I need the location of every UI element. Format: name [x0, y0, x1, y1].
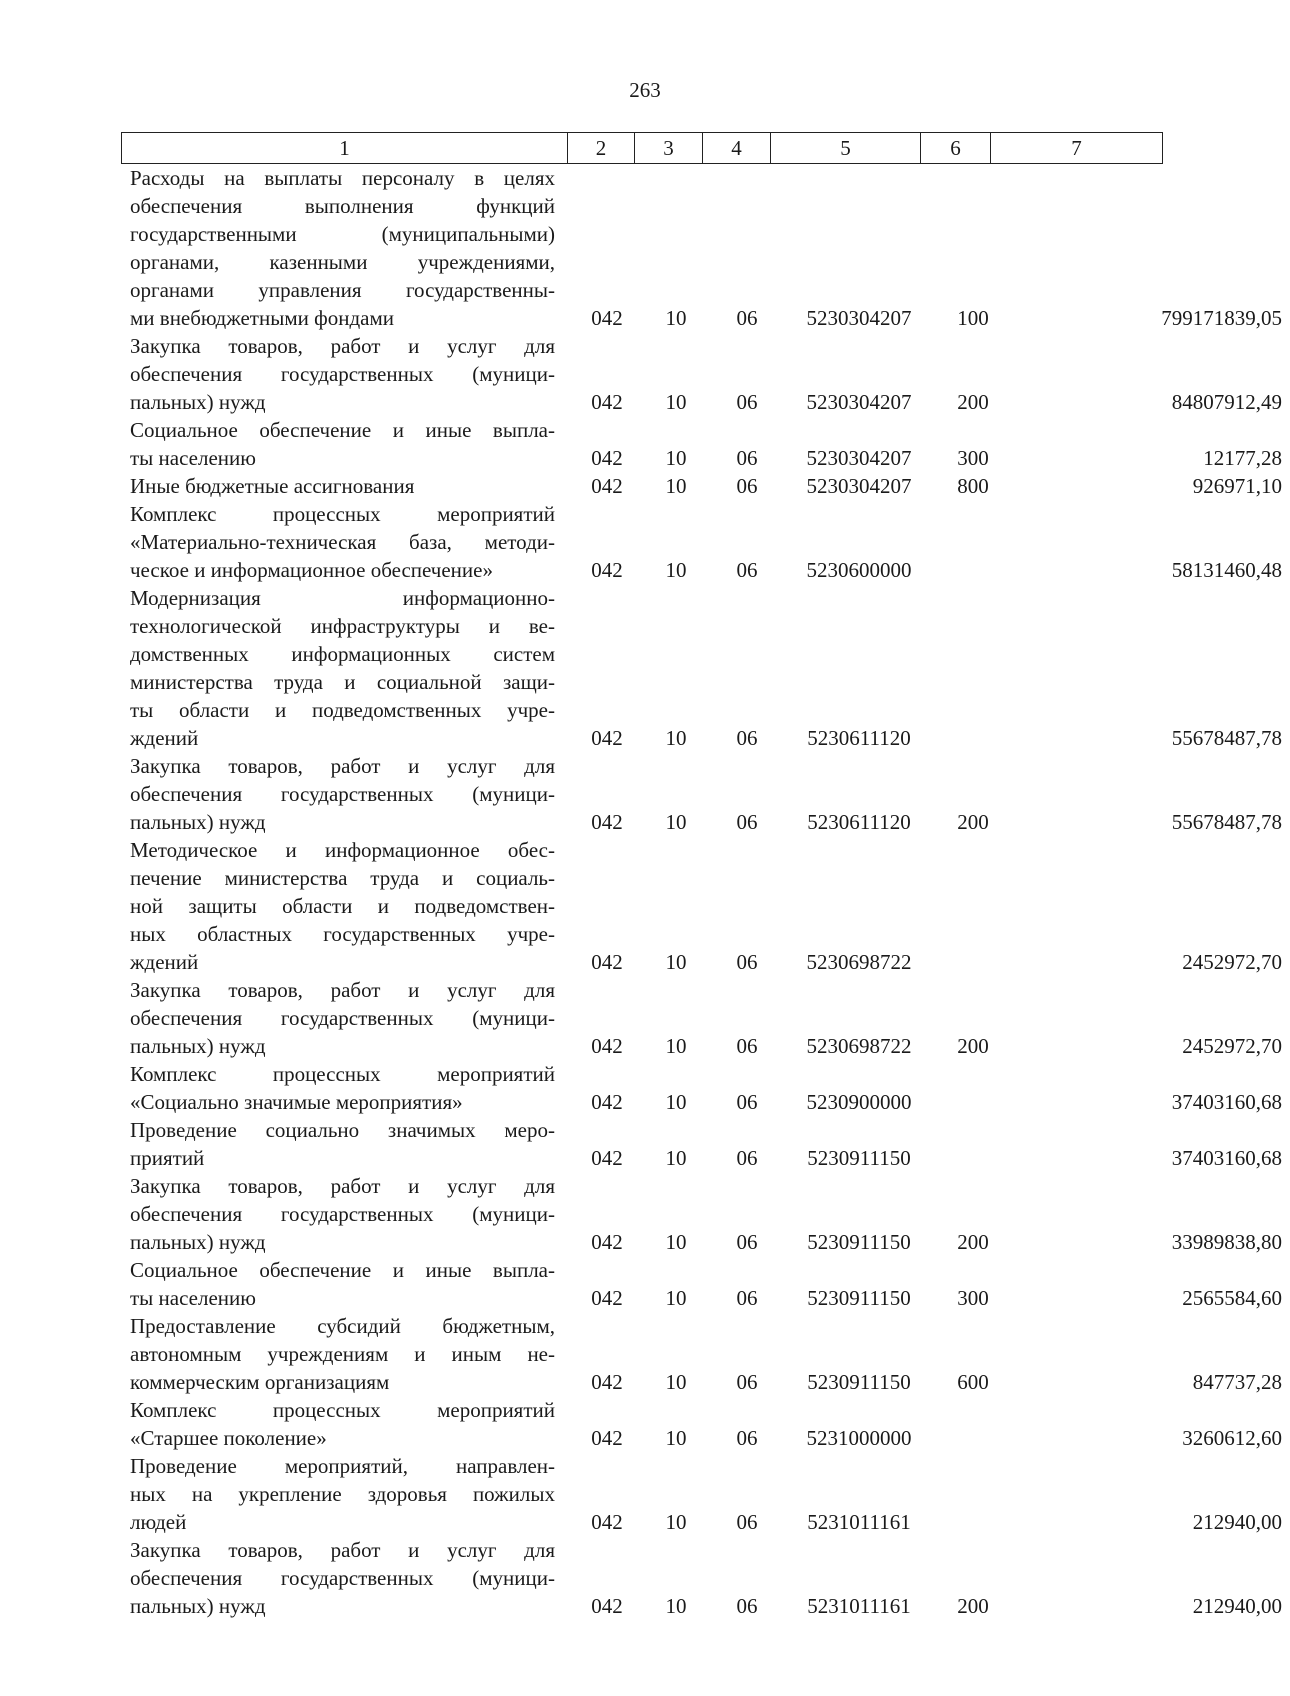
row-codes [130, 304, 1282, 332]
amount: 37403160,68 [1171, 1146, 1282, 1170]
description-line: государственными (муниципальными) [130, 222, 555, 246]
ministry-code: 042 [591, 306, 623, 330]
header-col-4: 4 [703, 133, 771, 164]
target-article-code: 5230698722 [806, 950, 912, 974]
section-code: 10 [665, 306, 687, 330]
description-line: Закупка товаров, работ и услуг для [130, 1174, 555, 1198]
ministry-code: 042 [591, 1146, 623, 1170]
ministry-code: 042 [591, 446, 623, 470]
table-row [130, 500, 1282, 584]
expense-type-code: 200 [957, 810, 989, 834]
description-line: обеспечения государственных (муници- [130, 1006, 555, 1030]
amount: 926971,10 [1192, 474, 1282, 498]
description-line: «Социально значимые мероприятия» [130, 1090, 463, 1114]
section-code: 10 [665, 810, 687, 834]
target-article-code: 5230611120 [807, 810, 911, 834]
subsection-code: 06 [736, 1594, 758, 1618]
description-line: Закупка товаров, работ и услуг для [130, 1538, 555, 1562]
header-col-3: 3 [635, 133, 703, 164]
ministry-code: 042 [591, 1510, 623, 1534]
section-code: 10 [665, 950, 687, 974]
description-line: Проведение социально значимых меро- [130, 1118, 555, 1142]
ministry-code: 042 [591, 1034, 623, 1058]
expense-type-code: 800 [957, 474, 989, 498]
row-codes [130, 948, 1282, 976]
section-code: 10 [665, 1370, 687, 1394]
amount: 55678487,78 [1171, 726, 1282, 750]
page-number: 263 [629, 78, 661, 102]
section-code: 10 [665, 474, 687, 498]
expense-type-code: 200 [957, 1034, 989, 1058]
subsection-code: 06 [736, 810, 758, 834]
target-article-code: 5230600000 [806, 558, 912, 582]
expense-type-code: 300 [957, 446, 989, 470]
amount: 12177,28 [1203, 446, 1282, 470]
table-row [130, 1396, 1282, 1452]
ministry-code: 042 [591, 1286, 623, 1310]
target-article-code: 5230698722 [806, 1034, 912, 1058]
row-codes [130, 1284, 1282, 1312]
table-row [130, 1116, 1282, 1172]
target-article-code: 5231011161 [807, 1594, 911, 1618]
table-row [130, 416, 1282, 472]
description-line: ческое и информационное обеспечение» [130, 558, 493, 582]
target-article-code: 5231000000 [806, 1426, 912, 1450]
table-row [130, 976, 1282, 1060]
ministry-code: 042 [591, 1594, 623, 1618]
description-line: пальных) нужд [130, 390, 266, 414]
table-row [130, 332, 1282, 416]
amount: 2565584,60 [1182, 1286, 1282, 1310]
header-row [122, 133, 1163, 164]
ministry-code: 042 [591, 1090, 623, 1114]
target-article-code: 5230304207 [806, 474, 912, 498]
header-col-1: 1 [122, 133, 568, 164]
header-col-5: 5 [771, 133, 921, 164]
row-codes [130, 1088, 1282, 1116]
row-codes [130, 1228, 1282, 1256]
description-line: автономным учреждениям и иным не- [130, 1342, 555, 1366]
amount: 84807912,49 [1171, 390, 1282, 414]
section-code: 10 [665, 1426, 687, 1450]
subsection-code: 06 [736, 1090, 758, 1114]
row-codes [130, 1368, 1282, 1396]
row-codes [130, 1508, 1282, 1536]
description-line: ждений [130, 726, 199, 750]
header-col-6: 6 [921, 133, 991, 164]
description-line: ной защиты области и подведомствен- [130, 894, 555, 918]
description-line: Расходы на выплаты персоналу в целях [130, 166, 555, 190]
amount: 212940,00 [1192, 1594, 1282, 1618]
description-line: Закупка товаров, работ и услуг для [130, 334, 555, 358]
description-line: коммерческим организациям [130, 1370, 390, 1394]
subsection-code: 06 [736, 1230, 758, 1254]
section-code: 10 [665, 390, 687, 414]
expense-type-code: 200 [957, 390, 989, 414]
target-article-code: 5230304207 [806, 390, 912, 414]
description-line: Закупка товаров, работ и услуг для [130, 754, 555, 778]
subsection-code: 06 [736, 1370, 758, 1394]
description-line: ты населению [130, 446, 256, 470]
target-article-code: 5230911150 [807, 1286, 911, 1310]
description-line: технологической инфраструктуры и ве- [130, 614, 555, 638]
row-codes [130, 556, 1282, 584]
expense-type-code: 200 [957, 1230, 989, 1254]
amount: 58131460,48 [1171, 558, 1282, 582]
description-line: пальных) нужд [130, 1230, 266, 1254]
row-codes [130, 444, 1282, 472]
table-row [130, 1536, 1282, 1620]
subsection-code: 06 [736, 390, 758, 414]
row-codes [130, 724, 1282, 752]
ministry-code: 042 [591, 950, 623, 974]
description-line: министерства труда и социальной защи- [130, 670, 555, 694]
table-row [130, 1172, 1282, 1256]
description-line: приятий [130, 1146, 205, 1170]
table-row [130, 836, 1282, 976]
amount: 212940,00 [1192, 1510, 1282, 1534]
target-article-code: 5230304207 [806, 306, 912, 330]
section-code: 10 [665, 446, 687, 470]
description-line: «Старшее поколение» [130, 1426, 327, 1450]
target-article-code: 5230611120 [807, 726, 911, 750]
section-code: 10 [665, 558, 687, 582]
description-line: Социальное обеспечение и иные выпла- [130, 1258, 555, 1282]
section-code: 10 [665, 726, 687, 750]
amount: 3260612,60 [1182, 1426, 1282, 1450]
description-line: Методическое и информационное обес- [130, 838, 555, 862]
table-row [130, 1312, 1282, 1396]
row-codes [130, 472, 1282, 500]
amount: 2452972,70 [1182, 1034, 1282, 1058]
description-line: обеспечения государственных (муници- [130, 1566, 555, 1590]
amount: 2452972,70 [1182, 950, 1282, 974]
section-code: 10 [665, 1230, 687, 1254]
row-codes [130, 1144, 1282, 1172]
description-line: обеспечения государственных (муници- [130, 1202, 555, 1226]
target-article-code: 5230304207 [806, 446, 912, 470]
target-article-code: 5230911150 [807, 1370, 911, 1394]
description-line: ты населению [130, 1286, 256, 1310]
target-article-code: 5231011161 [807, 1510, 911, 1534]
description-line: ты области и подведомственных учре- [130, 698, 555, 722]
description-line: Комплекс процессных мероприятий [130, 1398, 555, 1422]
table-body [130, 164, 1282, 1620]
section-code: 10 [665, 1286, 687, 1310]
ministry-code: 042 [591, 1370, 623, 1394]
description-line: Иные бюджетные ассигнования [130, 474, 415, 498]
subsection-code: 06 [736, 474, 758, 498]
ministry-code: 042 [591, 810, 623, 834]
section-code: 10 [665, 1034, 687, 1058]
section-code: 10 [665, 1594, 687, 1618]
subsection-code: 06 [736, 558, 758, 582]
header-col-2: 2 [568, 133, 635, 164]
header-col-7: 7 [991, 133, 1163, 164]
description-line: обеспечения государственных (муници- [130, 362, 555, 386]
description-line: людей [130, 1510, 187, 1534]
table-header [121, 132, 1163, 164]
description-line: Комплекс процессных мероприятий [130, 1062, 555, 1086]
expense-type-code: 300 [957, 1286, 989, 1310]
subsection-code: 06 [736, 306, 758, 330]
subsection-code: 06 [736, 950, 758, 974]
expense-type-code: 600 [957, 1370, 989, 1394]
description-line: печение министерства труда и социаль- [130, 866, 555, 890]
description-line: органами, казенными учреждениями, [130, 250, 555, 274]
row-codes [130, 1592, 1282, 1620]
expense-type-code: 100 [957, 306, 989, 330]
amount: 799171839,05 [1161, 306, 1282, 330]
section-code: 10 [665, 1090, 687, 1114]
description-line: обеспечения выполнения функций [130, 194, 555, 218]
ministry-code: 042 [591, 1230, 623, 1254]
description-line: пальных) нужд [130, 1034, 266, 1058]
table-row [130, 164, 1282, 332]
section-code: 10 [665, 1510, 687, 1534]
ministry-code: 042 [591, 1426, 623, 1450]
amount: 55678487,78 [1171, 810, 1282, 834]
row-codes [130, 1424, 1282, 1452]
description-line: пальных) нужд [130, 810, 266, 834]
target-article-code: 5230900000 [806, 1090, 912, 1114]
description-line: Закупка товаров, работ и услуг для [130, 978, 555, 1002]
description-line: домственных информационных систем [130, 642, 555, 666]
section-code: 10 [665, 1146, 687, 1170]
target-article-code: 5230911150 [807, 1230, 911, 1254]
amount: 847737,28 [1192, 1370, 1282, 1394]
row-codes [130, 1032, 1282, 1060]
table-row [130, 472, 1282, 500]
description-line: ных областных государственных учре- [130, 922, 555, 946]
description-line: Социальное обеспечение и иные выпла- [130, 418, 555, 442]
description-line: ных на укрепление здоровья пожилых [130, 1482, 555, 1506]
description-line: Проведение мероприятий, направлен- [130, 1454, 555, 1478]
description-line: органами управления государственны- [130, 278, 555, 302]
subsection-code: 06 [736, 1034, 758, 1058]
description-line: ждений [130, 950, 199, 974]
table-row [130, 1452, 1282, 1536]
description-line: Комплекс процессных мероприятий [130, 502, 555, 526]
subsection-code: 06 [736, 726, 758, 750]
table-row [130, 1256, 1282, 1312]
description-line: обеспечения государственных (муници- [130, 782, 555, 806]
description-line: «Материально-техническая база, методи- [130, 530, 555, 554]
target-article-code: 5230911150 [807, 1146, 911, 1170]
amount: 33989838,80 [1171, 1230, 1282, 1254]
subsection-code: 06 [736, 1286, 758, 1310]
expense-type-code: 200 [957, 1594, 989, 1618]
description-line: Модернизация информационно- [130, 586, 555, 610]
ministry-code: 042 [591, 390, 623, 414]
subsection-code: 06 [736, 446, 758, 470]
description-line: Предоставление субсидий бюджетным, [130, 1314, 555, 1338]
table-row [130, 1060, 1282, 1116]
subsection-code: 06 [736, 1146, 758, 1170]
ministry-code: 042 [591, 558, 623, 582]
table-row [130, 752, 1282, 836]
subsection-code: 06 [736, 1426, 758, 1450]
subsection-code: 06 [736, 1510, 758, 1534]
ministry-code: 042 [591, 474, 623, 498]
amount: 37403160,68 [1171, 1090, 1282, 1114]
row-codes [130, 808, 1282, 836]
ministry-code: 042 [591, 726, 623, 750]
table-row [130, 584, 1282, 752]
description-line: пальных) нужд [130, 1594, 266, 1618]
description-line: ми внебюджетными фондами [130, 306, 394, 330]
row-codes [130, 388, 1282, 416]
